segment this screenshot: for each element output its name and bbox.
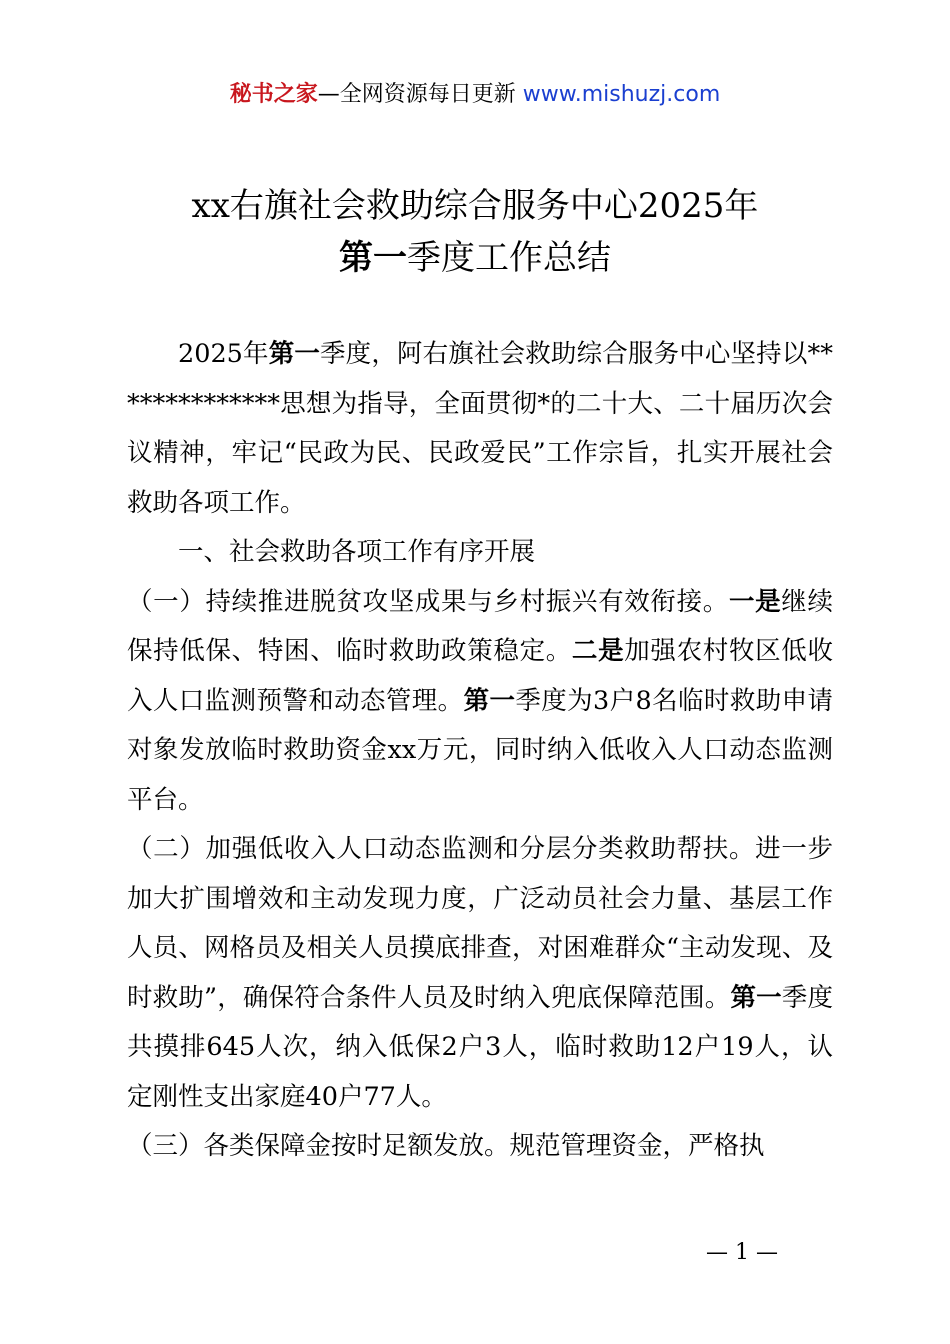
paragraph-item-2 xyxy=(127,825,833,1122)
item-1-quarter-bold: 第一 xyxy=(463,685,516,716)
site-url-link[interactable]: www.mishuzj.com xyxy=(522,82,721,107)
page-number: — 1 — xyxy=(706,1240,778,1265)
item-1-point-1-text: 继续保持低保、特困、临时救助政策稳定。 xyxy=(127,586,833,666)
paragraph-item-1 xyxy=(127,578,833,826)
title-rest-part: 季度工作总结 xyxy=(407,238,611,278)
item-1-point-2-label: 二是 xyxy=(571,636,625,666)
paragraph-item-3: （三）各类保障金按时足额发放。规范管理资金，严格执 xyxy=(127,1131,765,1161)
item-1-point-2-text: 加强农村牧区低收入人口监测预警和动态管理。 xyxy=(127,636,833,716)
intro-quarter-bold: 第一 xyxy=(268,339,321,369)
document-body xyxy=(127,330,833,1172)
title-bold-part: 第一 xyxy=(339,238,407,278)
intro-year: 2025年 xyxy=(178,339,269,369)
item-2-quarter-bold: 第一 xyxy=(730,982,782,1013)
item-1-summary: 季度为3户8名临时救助申请对象发放临时救助资金xx万元，同时纳入低收入人口动态监测平台。 xyxy=(127,685,833,815)
intro-text: 季度，阿右旗社会救助综合服务中心坚持以**************思想为指导，全面贯彻*的二十大、二十届历次会议精神，牢记“民政为民、民政爱民”工作宗旨，扎实开展社会救助各项工作。 xyxy=(127,339,833,518)
item-1-point-1-label: 一是 xyxy=(728,586,782,617)
title-line-2 xyxy=(0,232,950,284)
brand-name: 秘书之家 xyxy=(229,82,318,107)
section-heading-1: 一、社会救助各项工作有序开展 xyxy=(178,537,536,567)
title-line-1: xx右旗社会救助综合服务中心2025年 xyxy=(191,186,759,226)
banner-slogan: —全网资源每日更新 xyxy=(317,82,516,107)
item-2-summary: 季度共摸排645人次，纳入低保2户3人，临时救助12户19人，认定刚性支出家庭40户77人。 xyxy=(127,982,833,1112)
intro-paragraph xyxy=(127,330,833,528)
item-2-text: （二）加强低收入人口动态监测和分层分类救助帮扶。进一步加大扩围增效和主动发现力度，广泛动员社会力量、基层工作人员、网格员及相关人员摸底排查，对困难群众“主动发现、及时救助”，确保符合条件人员及时纳入兜底保障范围。 xyxy=(127,834,833,1013)
item-1-heading: （一）持续推进脱贫攻坚成果与乡村振兴有效衔接。 xyxy=(127,586,729,617)
site-banner xyxy=(0,80,950,110)
document-title xyxy=(0,180,950,284)
